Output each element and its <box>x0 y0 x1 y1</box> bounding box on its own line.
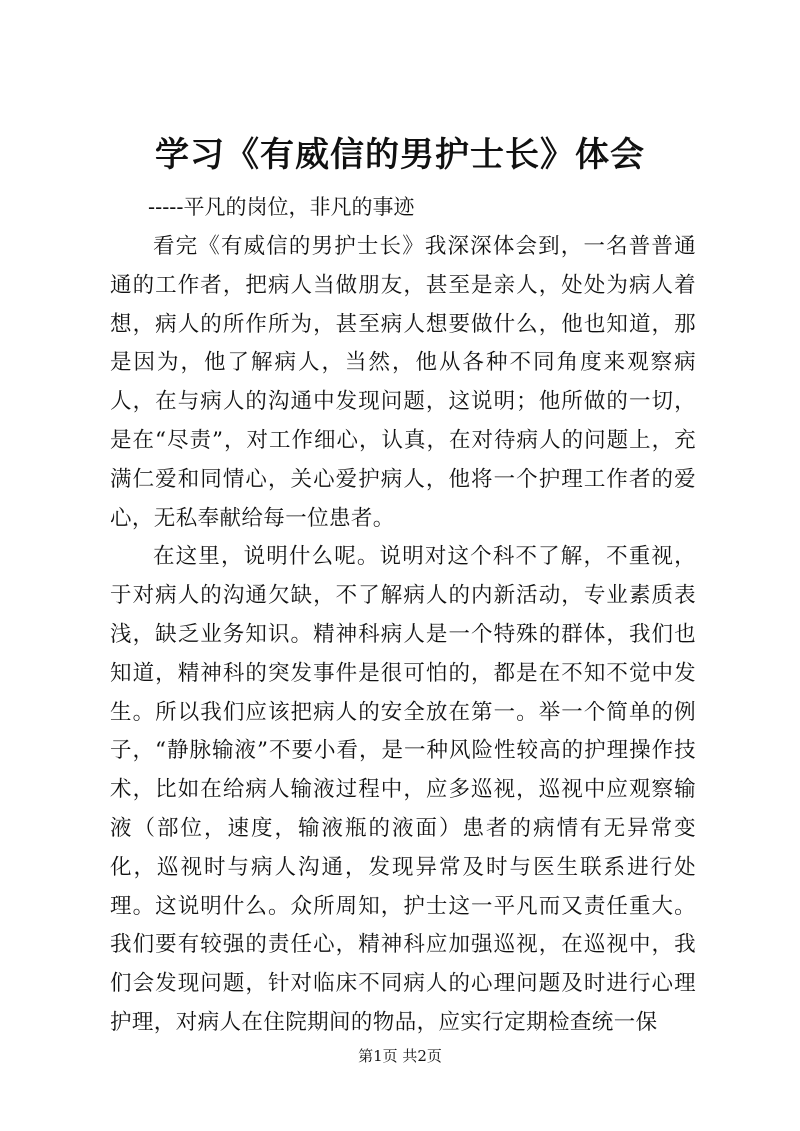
body-paragraph-2: 在这里，说明什么呢。说明对这个科不了解，不重视，于对病人的沟通欠缺，不了解病人的内新活动，专业素质表浅，缺乏业务知识。精神科病人是一个特殊的群体，我们也知道，精神科的突发事件是很可怕的，都是在不知不觉中发生。所以我们应该把病人的安全放在第一。举一个简单的例子，“静脉输液”不要小看，是一种风险性较高的护理操作技术，比如在给病人输液过程中，应多巡视，巡视中应观察输液（部位，速度，输液瓶的液面）患者的病情有无异常变化，巡视时与病人沟通，发现异常及时与医生联系进行处理。这说明什么。众所周知，护士这一平凡而又责任重大。我们要有较强的责任心，精神科应加强巡视，在巡视中，我们会发现问题，针对临床不同病人的心理问题及时进行心理护理，对病人在住院期间的物品，应实行定期检查统一保 <box>110 544 696 1035</box>
document-body <box>110 228 696 1043</box>
page-number-label: 第1页 共2页 <box>358 1047 442 1065</box>
body-paragraph-1: 看完《有威信的男护士长》我深深体会到，一名普普通通的工作者，把病人当做朋友，甚至是亲人，处处为病人着想，病人的所作所为，甚至病人想要做什么，他也知道，那是因为，他了解病人，当然，他从各种不同角度来观察病人，在与病人的沟通中发现问题，这说明；他所做的一切，是在“尽责”，对工作细心，认真，在对待病人的问题上，充满仁爱和同情心，关心爱护病人，他将一个护理工作者的爱心，无私奉献给每一位患者。 <box>110 234 696 531</box>
page-footer <box>0 1046 800 1066</box>
document-title: 学习《有威信的男护士长》体会 <box>155 135 645 175</box>
document-subtitle: -----平凡的岗位，非凡的事迹 <box>148 195 415 219</box>
